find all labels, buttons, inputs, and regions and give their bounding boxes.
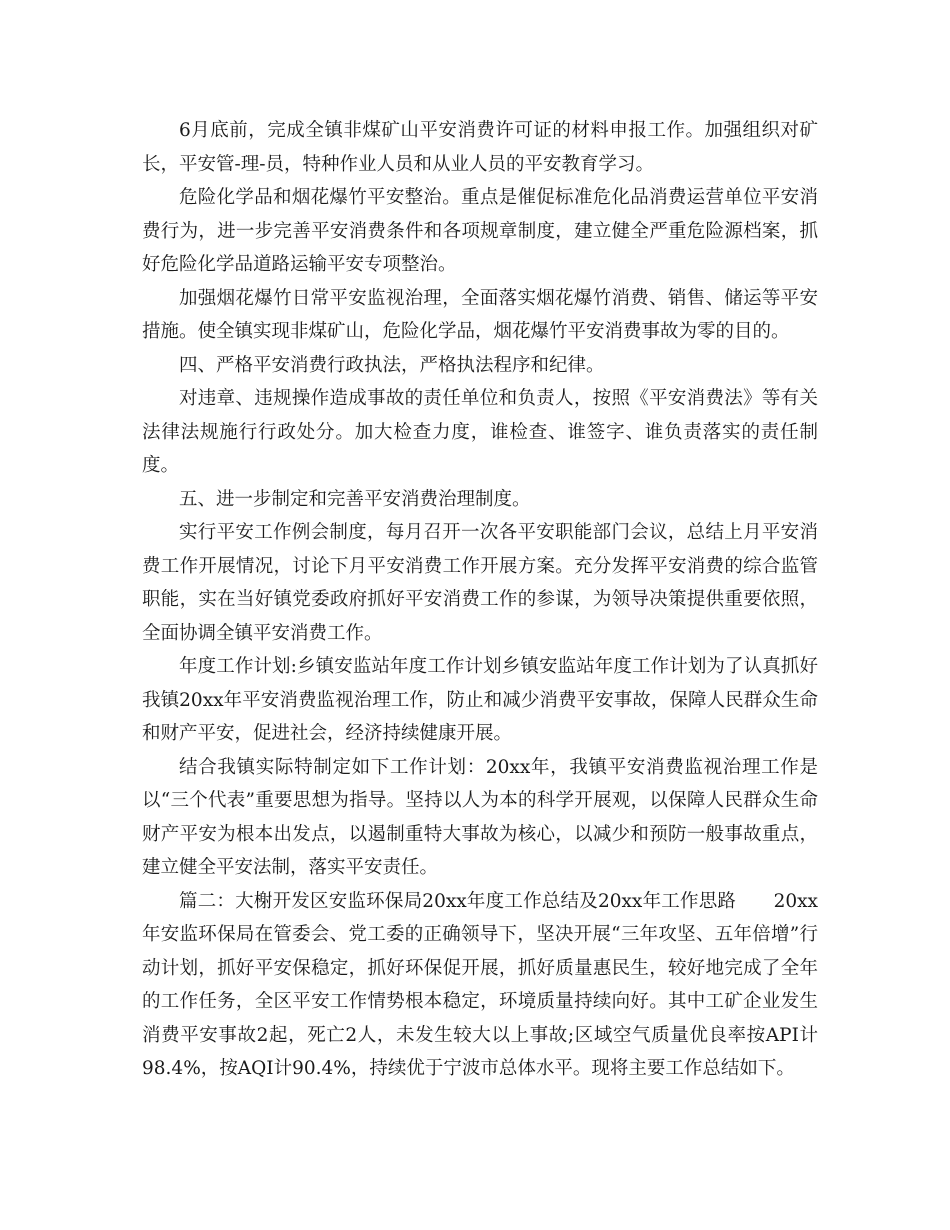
paragraph-heading-five: 五、进一步制定和完善平安消费治理制度。 [179,488,531,510]
paragraph-heading-four: 四、严格平安消费行政执法，严格执法程序和纪律。 [179,354,605,376]
paragraph-mining-permit: 6月底前，完成全镇非煤矿山平安消费许可证的材料申报工作。加强组织对矿长，平安管-理-员，特种作业人员和从业人员的平安教育学习。 [142,120,818,175]
paragraph-hazardous-chemicals: 危险化学品和烟花爆竹平安整治。重点是催促标准危化品消费运营单位平安消费行为，进一步完善平安消费条件和各项规章制度，建立健全严重危险源档案，抓好危险化学品道路运输平安专项整治。 [142,187,818,275]
paragraph-part-two-summary: 篇二：大榭开发区安监环保局20xx年度工作总结及20xx年工作思路 20xx年安监环保局在管委会、党工委的正确领导下，坚决开展“三年攻坚、五年倍增”行动计划，抓好平安保稳定，抓好环保促开展，抓好质量惠民生，较好地完成了全年的工作任务，全区平安工作情势根本稳定，环境质量持续向好。其中工矿企业发生消费平安事故2起，死亡2人，未发生较大以上事故;区域空气质量优良率按API计98.4%，按AQI计90.4%，持续优于宁波市总体水平。现将主要工作总结如下。 [142,890,818,1079]
document-body [142,114,818,1086]
paragraph-regular-meetings: 实行平安工作例会制度，每月召开一次各平安职能部门会议，总结上月平安消费工作开展情况，讨论下月平安消费工作开展方案。充分发挥平安消费的综合监管职能，实在当好镇党委政府抓好平安消费工作的参谋，为领导决策提供重要依照，全面协调全镇平安消费工作。 [142,522,818,644]
paragraph-plan-guidance: 结合我镇实际特制定如下工作计划：20xx年，我镇平安消费监视治理工作是以“三个代表”重要思想为指导。坚持以人为本的科学开展观，以保障人民群众生命财产平安为根本出发点，以遏制重特大事故为核心，以减少和预防一般事故重点，建立健全平安法制，落实平安责任。 [142,756,818,878]
paragraph-accountability: 对违章、违规操作造成事故的责任单位和负责人，按照《平安消费法》等有关法律法规施行行政处分。加大检查力度，谁检查、谁签字、谁负责落实的责任制度。 [142,388,818,476]
paragraph-fireworks-supervision: 加强烟花爆竹日常平安监视治理，全面落实烟花爆竹消费、销售、储运等平安措施。使全镇实现非煤矿山，危险化学品，烟花爆竹平安消费事故为零的目的。 [142,287,818,342]
paragraph-annual-plan: 年度工作计划:乡镇安监站年度工作计划乡镇安监站年度工作计划为了认真抓好我镇20xx年平安消费监视治理工作，防止和减少消费平安事故，保障人民群众生命和财产平安，促进社会，经济持续健康开展。 [142,656,818,744]
